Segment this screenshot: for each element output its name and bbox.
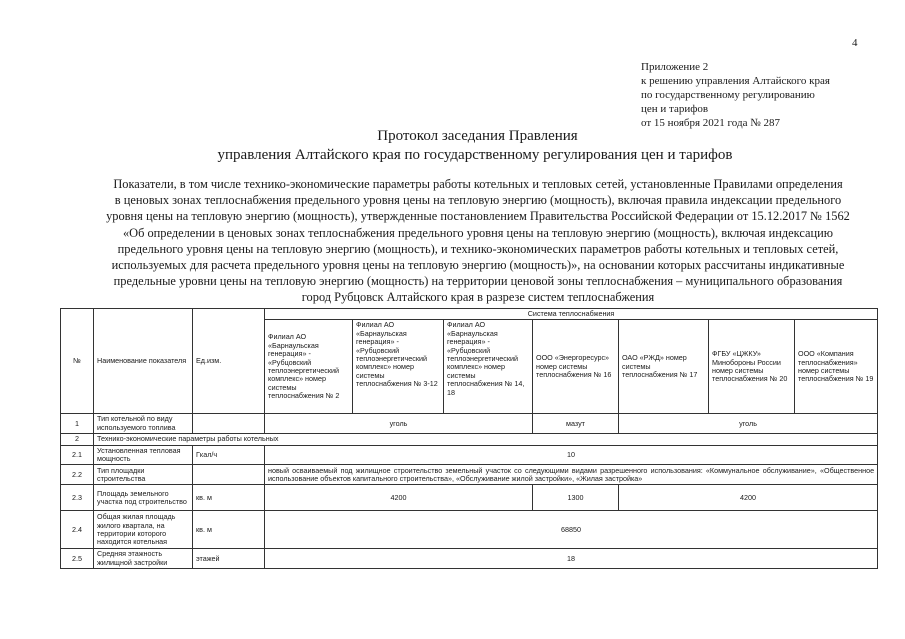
row-name: Тип котельной по виду используемого топлива xyxy=(94,414,193,434)
table-row xyxy=(61,511,878,549)
header-systems-title: Система теплоснабжения xyxy=(265,309,878,320)
row-unit: кв. м xyxy=(193,485,265,511)
header-system: Филиал АО «Барнаульская генерация» - «Рубцовский теплоэнергетический комплекс» номер системы теплоснабжения № 2 xyxy=(265,320,353,414)
description-line: «Об определении в ценовых зонах теплоснабжения предельного уровня цены на тепловую энергию (мощность), включая индексацию xyxy=(122,225,834,240)
description-line: в ценовых зонах теплоснабжения предельного уровня цены на тепловую энергию (мощность), включая правила индексации предельного xyxy=(114,193,842,208)
row-value: уголь xyxy=(619,414,878,434)
row-value: уголь xyxy=(265,414,533,434)
header-system: ОАО «РЖД» номер системы теплоснабжения № 17 xyxy=(619,320,709,414)
table-row xyxy=(61,549,878,569)
section-title: Технико-экономические параметры работы котельных xyxy=(94,434,878,445)
row-value: 18 xyxy=(265,549,878,569)
header-num: № xyxy=(61,309,94,414)
table-row xyxy=(61,485,878,511)
row-unit xyxy=(193,414,265,434)
row-name: Тип площадки строительства xyxy=(94,465,193,485)
row-num: 1 xyxy=(61,414,94,434)
appendix-line: к решению управления Алтайского края xyxy=(641,75,830,87)
description-paragraph xyxy=(83,176,873,306)
row-value: новый осваиваемый под жилищное строительство земельный участок со следующими видами разрешенного использования: «Коммунальное обслуживание», «Общественное использование объектов капитального строительства», «Обслуживание жилой застройки», «Жилая застройка» xyxy=(265,465,878,485)
header-name: Наименование показателя xyxy=(94,309,193,414)
row-value: 10 xyxy=(265,445,878,465)
row-unit: кв. м xyxy=(193,511,265,549)
table-row xyxy=(61,445,878,465)
row-unit: Гкал/ч xyxy=(193,445,265,465)
row-value: 68850 xyxy=(265,511,878,549)
row-unit: этажей xyxy=(193,549,265,569)
description-line: город Рубцовск Алтайского края в разрезе систем теплоснабжения xyxy=(301,290,655,305)
table-header-row xyxy=(61,309,878,320)
row-unit xyxy=(193,465,265,485)
description-line: используемых для расчета предельного уровня цены на тепловую энергию (мощность)», на основании которых рассчитаны индикативные xyxy=(111,258,845,273)
row-num: 2.2 xyxy=(61,465,94,485)
row-num: 2 xyxy=(61,434,94,445)
row-name: Средняя этажность жилищной застройки xyxy=(94,549,193,569)
row-num: 2.5 xyxy=(61,549,94,569)
appendix-line: от 15 ноября 2021 года № 287 xyxy=(641,117,780,129)
header-system: ООО «Компания теплоснабжения» номер системы теплоснабжения № 19 xyxy=(795,320,878,414)
appendix-line: по государственному регулированию xyxy=(641,89,815,101)
row-value: 4200 xyxy=(265,485,533,511)
header-system: ООО «Энергоресурс» номер системы теплоснабжения № 16 xyxy=(533,320,619,414)
description-line: уровня цены на тепловую энергию (мощность), утвержденные постановлением Правительства Российской Федерации от 15.12.2017 № 1562 xyxy=(106,209,850,224)
header-unit: Ед.изм. xyxy=(193,309,265,414)
row-num: 2.4 xyxy=(61,511,94,549)
header-system: Филиал АО «Барнаульская генерация» - «Рубцовский теплоэнергетический комплекс» номер системы теплоснабжения № 14, 18 xyxy=(444,320,533,414)
appendix-line: Приложение 2 xyxy=(641,61,709,73)
row-value: мазут xyxy=(533,414,619,434)
row-value: 1300 xyxy=(533,485,619,511)
description-line: предельные уровни цены на тепловую энергию (мощность) на территории ценовой зоны теплоснабжения – муниципального образования xyxy=(113,274,843,289)
description-line: предельного уровня цены на тепловую энергию (мощность), и технико-экономических параметров работы котельных и тепловых сетей, xyxy=(117,241,839,256)
row-name: Установленная тепловая мощность xyxy=(94,445,193,465)
title-line: Протокол заседания Правления xyxy=(377,128,578,144)
appendix-block xyxy=(641,60,830,130)
description-line: Показатели, в том числе технико-экономические параметры работы котельных и тепловых сетей, установленные Правилами определения xyxy=(113,177,843,191)
table-row xyxy=(61,434,878,445)
header-system: Филиал АО «Барнаульская генерация» - «Рубцовский теплоэнергетический комплекс» номер системы теплоснабжения № 3-12 xyxy=(353,320,444,414)
title-line: управления Алтайского края по государственному регулирования цен и тарифов xyxy=(217,147,733,163)
document-title xyxy=(0,127,905,165)
table-row xyxy=(61,465,878,485)
appendix-line: цен и тарифов xyxy=(641,103,709,115)
header-system: ФГБУ «ЦЖКУ» Минобороны России номер системы теплоснабжения № 20 xyxy=(709,320,795,414)
parameters-table xyxy=(60,308,878,569)
row-value: 4200 xyxy=(619,485,878,511)
row-name: Площадь земельного участка под строительство xyxy=(94,485,193,511)
row-name: Общая жилая площадь жилого квартала, на территории которого находится котельная xyxy=(94,511,193,549)
row-num: 2.3 xyxy=(61,485,94,511)
page-number: 4 xyxy=(852,37,858,49)
row-num: 2.1 xyxy=(61,445,94,465)
table-row xyxy=(61,414,878,434)
